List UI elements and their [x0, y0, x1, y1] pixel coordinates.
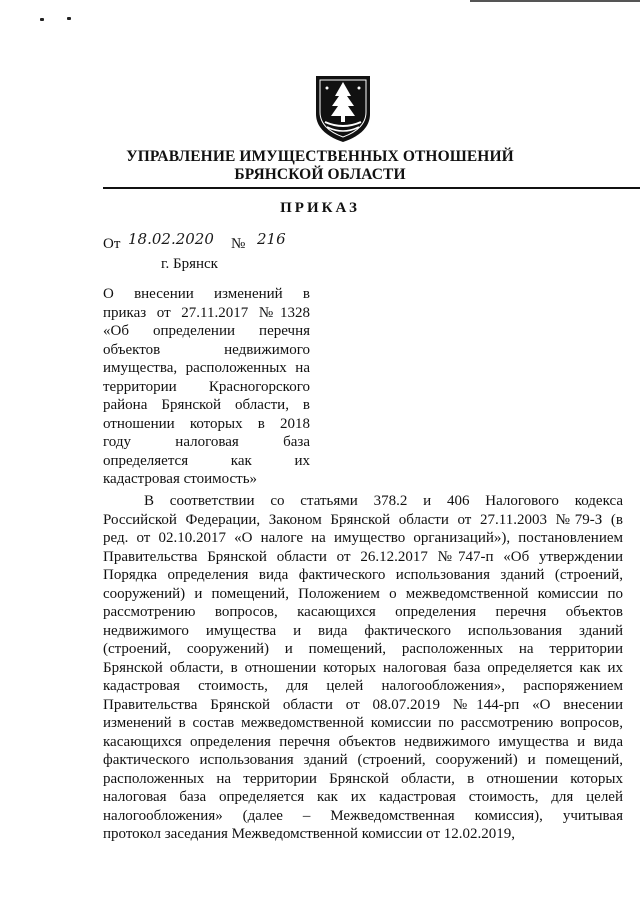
- subject-line: территории Красногорского: [103, 378, 310, 395]
- body-line: (строений, сооружений) и помещений, расположенных на территории: [103, 641, 623, 657]
- subject-line: определяется как их: [103, 452, 310, 469]
- subject-line: приказ от 27.11.2017 №1328: [103, 304, 310, 321]
- number-prefix: №: [231, 236, 246, 252]
- body-line: изменений в состав межведомственной комиссии по рассмотрению вопросов,: [103, 715, 623, 731]
- organization-title-line1: УПРАВЛЕНИЕ ИМУЩЕСТВЕННЫХ ОТНОШЕНИЙ: [126, 148, 514, 165]
- order-title: ПРИКАЗ: [280, 200, 360, 216]
- body-line: налогообложения» (далее – Межведомственная комиссия), учитывая: [103, 807, 623, 824]
- subject-line: году налоговая база: [103, 434, 310, 450]
- city: г. Брянск: [161, 256, 218, 272]
- body-line: Порядка определения вида фактического использования зданий (строений,: [103, 567, 623, 583]
- subject-line: О внесении изменений в: [103, 286, 310, 302]
- body-line: фактического использования зданий (строений, сооружений) и помещений,: [103, 752, 623, 768]
- body-line: Брянской области, в отношении которых налоговая база определяется как их: [103, 659, 623, 676]
- body-line: касающихся определения перечня объектов недвижимого имущества и вида: [103, 733, 623, 750]
- body-line: расположенных на территории Брянской области, в отношении которых: [103, 770, 623, 787]
- header-divider: [103, 187, 640, 189]
- body-line: кадастровая стоимость, для целей налогообложения», распоряжением: [103, 678, 623, 694]
- body-line: сооружений) и помещений, Положением о межведомственной комиссии по: [103, 585, 623, 602]
- body-line: Правительства Брянской области от 08.07.2019 №144-рп «О внесении: [103, 696, 623, 713]
- subject-line: имущества, расположенных на: [103, 360, 310, 376]
- subject-line: отношении которых в 2018: [103, 415, 310, 432]
- organization-title-line2: БРЯНСКОЙ ОБЛАСТИ: [234, 166, 406, 183]
- subject-line: объектов недвижимого: [103, 341, 310, 358]
- scan-edge-line: [470, 0, 640, 2]
- body-line: Российской Федерации, Законом Брянской области от 27.11.2003 №79-З (в: [103, 511, 623, 528]
- body-line: налоговая база определяется как их кадастровая стоимость, для целей: [103, 789, 623, 805]
- handwritten-date: 18.02.2020: [128, 230, 214, 248]
- handwritten-number: 216: [257, 230, 286, 248]
- body-line: В соответствии со статьями 378.2 и 406 Налогового кодекса: [144, 493, 623, 509]
- subject-line: «Об определении перечня: [103, 323, 310, 339]
- body-line: рассмотрению вопросов, касающихся определения перечня объектов: [103, 604, 623, 620]
- order-subject: [103, 285, 310, 489]
- scan-speck: [67, 17, 71, 20]
- body-line: недвижимого имущества и вида фактического использования зданий: [103, 622, 623, 639]
- bryansk-coat-of-arms-icon: [313, 72, 373, 144]
- body-paragraph: [103, 492, 623, 844]
- body-line: Правительства Брянской области от 26.12.2017 №747-п «Об утверждении: [103, 548, 623, 565]
- subject-line: кадастровая стоимость»: [103, 471, 258, 487]
- scan-speck: [40, 18, 44, 21]
- body-line: протокол заседания Межведомственной комиссии от 12.02.2019,: [103, 826, 516, 842]
- subject-line: района Брянской области, в: [103, 397, 310, 413]
- body-line: ред. от 02.10.2017 «О налоге на имущество организаций»), постановлением: [103, 530, 623, 546]
- date-prefix: От: [103, 236, 121, 252]
